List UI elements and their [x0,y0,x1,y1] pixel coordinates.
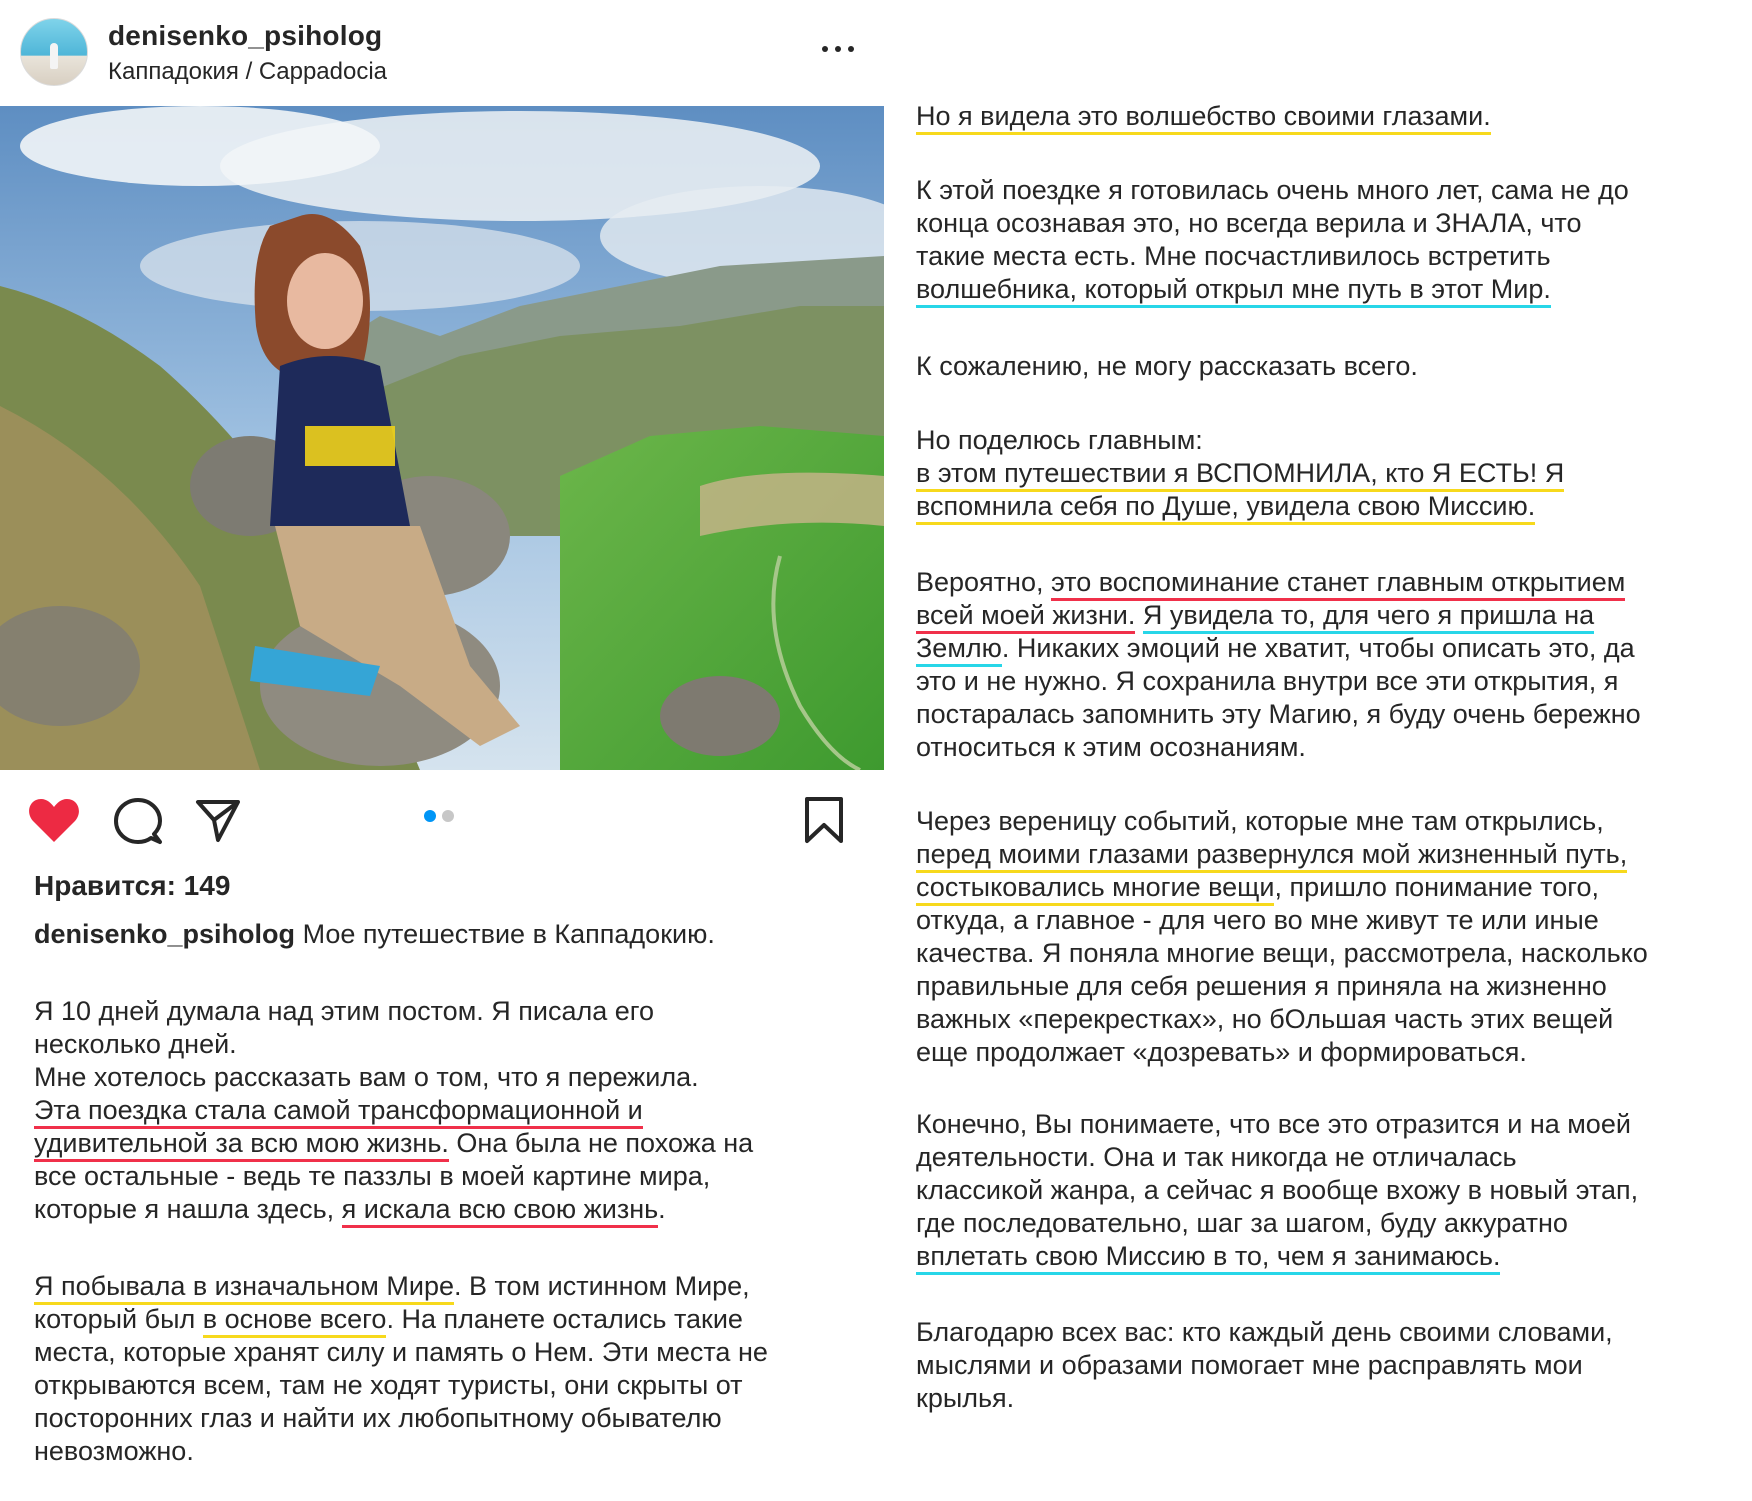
caption-paragraph-5 [916,350,1418,383]
post-location[interactable]: Каппадокия / Cappadocia [108,58,388,85]
caption-line: классикой жанра, а сейчас я вообще вхожу в новый этап, [916,1175,1639,1205]
caption-line: конца осознавая это, но всегда верила и ЗНАЛА, что [916,208,1582,238]
likes-count[interactable]: Нравится: 149 [34,870,231,901]
caption-line: деятельности. Она и так никогда не отличалась [916,1142,1517,1172]
caption-line: правильные для себя решения я приняла на жизненно [916,971,1607,1001]
caption-line: Конечно, Вы понимаете, что все это отразится и на моей [916,1109,1631,1139]
caption-line: Я 10 дней думала над этим постом. Я писала его [34,996,655,1026]
caption-line: несколько дней. [34,1029,237,1059]
post-photo[interactable] [0,106,884,770]
caption-line: открываются всем, там не ходят туристы, они скрыты от [34,1370,743,1400]
highlight-cyan: Я увидела то, для чего я пришла на [1143,600,1594,634]
caption-line: относиться к этим осознаниям. [916,732,1306,762]
highlight-cyan: вплетать свою Миссию в то, чем я занимаюсь. [916,1241,1500,1275]
highlight-yellow: перед моими глазами развернулся мой жизненный путь, [916,839,1627,873]
caption-paragraph-6 [916,424,1564,523]
highlight-red: удивительной за всю мою жизнь. [34,1128,449,1162]
caption-line: Мне хотелось рассказать вам о том, что я пережила. [34,1062,699,1092]
caption-title: Мое путешествие в Каппадокию. [302,919,715,949]
cappadocia-landscape-image [0,106,884,770]
avatar-figure [50,43,58,69]
caption-line: еще продолжает «дозревать» и формироваться. [916,1037,1527,1067]
caption-paragraph-2 [34,1270,768,1468]
highlight-yellow: Я побывала в изначальном Мире [34,1271,454,1305]
profile-avatar[interactable] [20,18,88,86]
post-username[interactable]: denisenko_psiholog [108,20,383,51]
highlight-yellow: в этом путешествии я ВСПОМНИЛА, кто Я ЕСТЬ! Я [916,458,1564,492]
caption-line: Но поделюсь главным: [916,425,1203,455]
caption-text [1135,600,1143,630]
caption-line: мыслями и образами помогает мне расправлять мои [916,1350,1583,1380]
caption-line: где последовательно, шаг за шагом, буду аккуратно [916,1208,1568,1238]
caption-header [34,918,715,951]
caption-line: крылья. [916,1383,1015,1413]
caption-line: это и не нужно. Я сохранила внутри все эти открытия, я [916,666,1619,696]
caption-paragraph-8 [916,805,1648,1069]
highlight-cyan: волшебника, который открыл мне путь в этот Мир. [916,274,1551,308]
caption-line: качества. Я поняла многие вещи, рассмотрела, насколько [916,938,1648,968]
highlight-yellow: Но я видела это волшебство своими глазами. [916,101,1491,135]
caption-text: . [658,1194,666,1224]
highlight-yellow: состыковались многие вещи [916,872,1274,906]
caption-line: Через вереницу событий, которые мне там открылись, [916,806,1604,836]
caption-line: такие места есть. Мне посчастливилось встретить [916,241,1551,271]
highlight-red: я искала всю свою жизнь [342,1194,659,1228]
caption-text: которые я нашла здесь, [34,1194,342,1224]
highlight-yellow: в основе всего [203,1304,387,1338]
caption-line: посторонних глаз и найти их любопытному обывателю [34,1403,722,1433]
caption-line: К этой поездке я готовилась очень много лет, сама не до [916,175,1629,205]
caption-paragraph-3 [916,100,1491,133]
caption-text: Она была не похожа на [448,1128,754,1158]
highlight-red: всей моей жизни. [916,600,1135,634]
comment-icon[interactable] [114,798,162,846]
highlight-cyan: Землю [916,633,1002,667]
highlight-red: это воспоминание станет главным открытием [1051,567,1625,601]
caption-paragraph-10 [916,1316,1613,1415]
caption-username[interactable]: denisenko_psiholog [34,919,296,949]
caption-paragraph-1 [34,995,753,1226]
more-options-icon[interactable] [818,38,858,58]
heart-icon[interactable] [28,798,80,844]
caption-text: Вероятно, [916,567,1051,597]
caption-paragraph-9 [916,1108,1638,1273]
caption-line: Благодарю всех вас: кто каждый день своими словами, [916,1317,1613,1347]
bookmark-icon[interactable] [804,796,844,844]
carousel-dot [442,810,454,822]
caption-line: К сожалению, не могу рассказать всего. [916,351,1418,381]
caption-paragraph-7 [916,566,1641,764]
caption-text: . На планете остались такие [386,1304,743,1334]
caption-text: который был [34,1304,203,1334]
caption-continued [916,0,1746,1501]
caption-line: невозможно. [34,1436,194,1466]
caption-line: важных «перекрестках», но бОльшая часть этих вещей [916,1004,1614,1034]
highlight-yellow: вспомнила себя по Душе, увидела свою Миссию. [916,491,1535,525]
caption-line: откуда, а главное - для чего во мне живут те или иные [916,905,1599,935]
caption-text: , пришло понимание того, [1274,872,1600,902]
caption-text: . В том истинном Мире, [453,1271,750,1301]
share-icon[interactable] [194,798,242,844]
carousel-dot-active [424,810,436,822]
caption-line: постаралась запомнить эту Магию, я буду очень бережно [916,699,1641,729]
caption-paragraph-4 [916,174,1629,306]
highlight-red: Эта поездка стала самой трансформационной и [34,1095,643,1129]
caption-text: . Никаких эмоций не хватит, чтобы описать это, да [1001,633,1635,663]
caption-line: все остальные - ведь те паззлы в моей картине мира, [34,1161,711,1191]
caption-line: места, которые хранят силу и память о Нем. Эти места не [34,1337,768,1367]
